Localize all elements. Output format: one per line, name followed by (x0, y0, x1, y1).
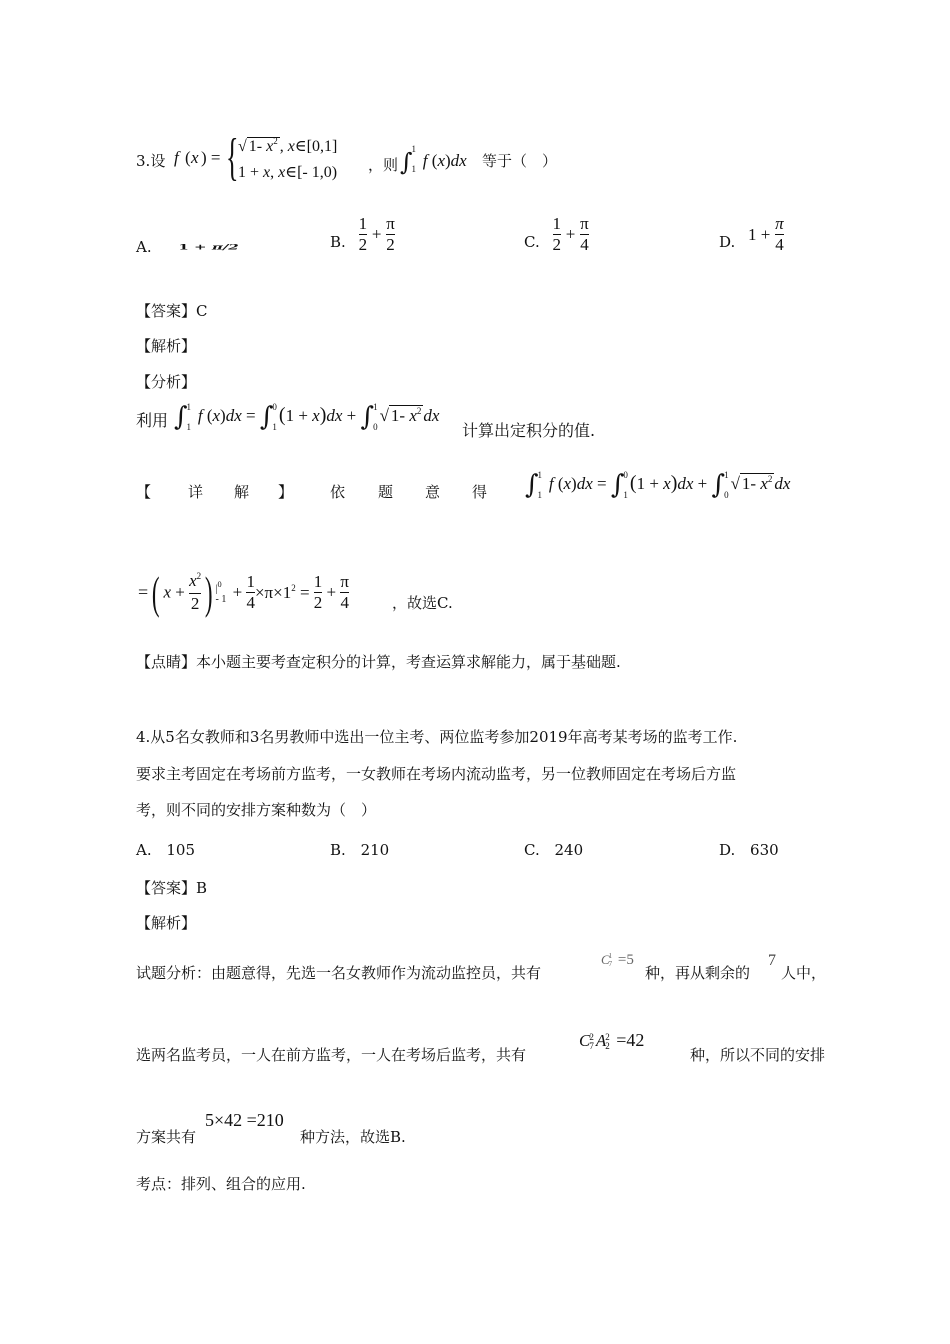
q3-jiexi: 【解析】 (136, 337, 197, 355)
q4-option-a-label: A. (136, 841, 152, 859)
q4-option-c-label: C. (524, 841, 540, 859)
q3-xiangjie-7: 得 (472, 483, 488, 501)
q3-number: 3. (136, 152, 151, 170)
q4-option-d[interactable] (719, 841, 779, 859)
q3-option-b[interactable]: B. $\frac{1}{2}$ + $\frac{\pi}{2}$ (330, 214, 395, 254)
q4-solution-1b: 种，再从剩余的 (645, 964, 751, 982)
q3-xiangjie-6: 意 (425, 483, 441, 501)
q3-option-a-value: 1 + π/2 (178, 242, 239, 252)
q3-option-c-label: C. (524, 232, 540, 251)
q3-xiangjie-3: 】 (278, 483, 294, 501)
q4-option-a[interactable] (136, 841, 195, 859)
q4-formula-4: 5×42 =210 (205, 1110, 284, 1130)
q4-option-b[interactable] (330, 841, 389, 859)
q3-xiangjie-2: 解 (234, 483, 250, 501)
q3-result-suffix: ，故选C. (392, 594, 453, 612)
q4-solution-3b: 种方法，故选B. (300, 1128, 406, 1146)
q4-solution-2a: 选两名监考员，一人在前方监考，一人在考场后监考，共有 (136, 1046, 527, 1064)
q4-option-b-value: 210 (360, 841, 390, 859)
q4-option-c[interactable] (524, 841, 583, 859)
q3-xiangjie-4: 依 (330, 483, 346, 501)
q3-option-b-label: B. (330, 232, 346, 251)
q4-option-c-value: 240 (554, 841, 584, 859)
q4-jiexi: 【解析】 (136, 914, 197, 932)
q3-dianjing: 【点睛】本小题主要考查定积分的计算，考查运算求解能力，属于基础题. (136, 653, 621, 671)
q3-xiangjie-5: 题 (378, 483, 394, 501)
q4-formula-3: C 2 7 A 2 2 =42 (579, 1030, 645, 1051)
q3-xiangjie-1: 详 (188, 483, 204, 501)
q3-fenxi-formula: ∫ 1 1 f (x)dx = ∫ 0 1 (1 + x)dx + ∫ 1 0 √ 1- $x^2$ dx (174, 402, 440, 432)
q3-fenxi-line (136, 408, 168, 431)
q3-answer: 【答案】C (136, 302, 208, 320)
q3-option-d-label: D. (719, 232, 736, 251)
q4-option-d-label: D. (719, 841, 736, 859)
q3-result-formula: =( x + $\frac{x^2}{2}$ ) $|^0$ - 1 + $\frac{1}{4}$ $\times\pi\times 1^2$ = $\frac{1}{2}$ + $\frac{\pi}{4}$ (138, 567, 349, 618)
q3-option-d[interactable]: D. 1 + $\frac{\pi}{4}$ (719, 214, 784, 254)
q4-stem-line3: 考，则不同的安排方案种数为（ ） (136, 801, 377, 819)
q4-solution-1a: 试题分析：由题意得，先选一名女教师作为流动监控员，共有 (136, 964, 542, 982)
q3-fenxi-suffix: 计算出定积分的值. (462, 421, 596, 440)
q4-answer: 【答案】B (136, 879, 208, 897)
q3-option-a[interactable] (136, 238, 239, 256)
q3-piecewise-function: f ( x ) = { √ 1- $x^2$ , x∈[0,1] 1 + x, x∈[- 1,0) (174, 129, 338, 186)
q4-stem-line2: 要求主考固定在考场前方监考，一女教师在考场内流动监考，另一位教师固定在考场后方监 (136, 765, 737, 783)
q3-fenxi-prefix: 利用 (136, 411, 169, 430)
q3-integral: ∫ 1 1 f (x)dx (400, 144, 467, 176)
q3-equals-text: 等于（ ） (482, 152, 558, 170)
q3-then: ，则 (368, 156, 399, 174)
q4-formula-2: 7 (768, 952, 776, 969)
q4-solution-1c: 人中， (781, 964, 827, 982)
q4-solution-3a: 方案共有 (136, 1128, 197, 1146)
q4-formula-1: C 1 7 =5 (601, 952, 634, 968)
q3-option-a-label: A. (136, 238, 152, 256)
q3-xiangjie-0: 【 (136, 483, 152, 501)
q4-option-d-value: 630 (750, 841, 779, 859)
q3-fenxi: 【分析】 (136, 373, 197, 391)
q4-option-a-value: 105 (166, 841, 196, 859)
q4-stem-line1: 4.从5名女教师和3名男教师中选出一位主考、两位监考参加2019年高考某考场的监考工作. (136, 728, 738, 746)
q4-option-b-label: B. (330, 841, 346, 859)
q3-stem (136, 150, 165, 171)
q3-xiangjie-formula: ∫ 1 1 f (x)dx = ∫ 0 1 (1 + x)dx + ∫ 1 0 √ 1- $x^2$ dx (525, 470, 791, 500)
q4-kaodian: 考点：排列、组合的应用. (136, 1175, 306, 1193)
q3-prefix: 设 (150, 152, 166, 170)
q4-solution-2b: 种，所以不同的安排 (690, 1046, 826, 1064)
q3-option-c[interactable]: C. $\frac{1}{2}$ + $\frac{\pi}{4}$ (524, 214, 589, 254)
